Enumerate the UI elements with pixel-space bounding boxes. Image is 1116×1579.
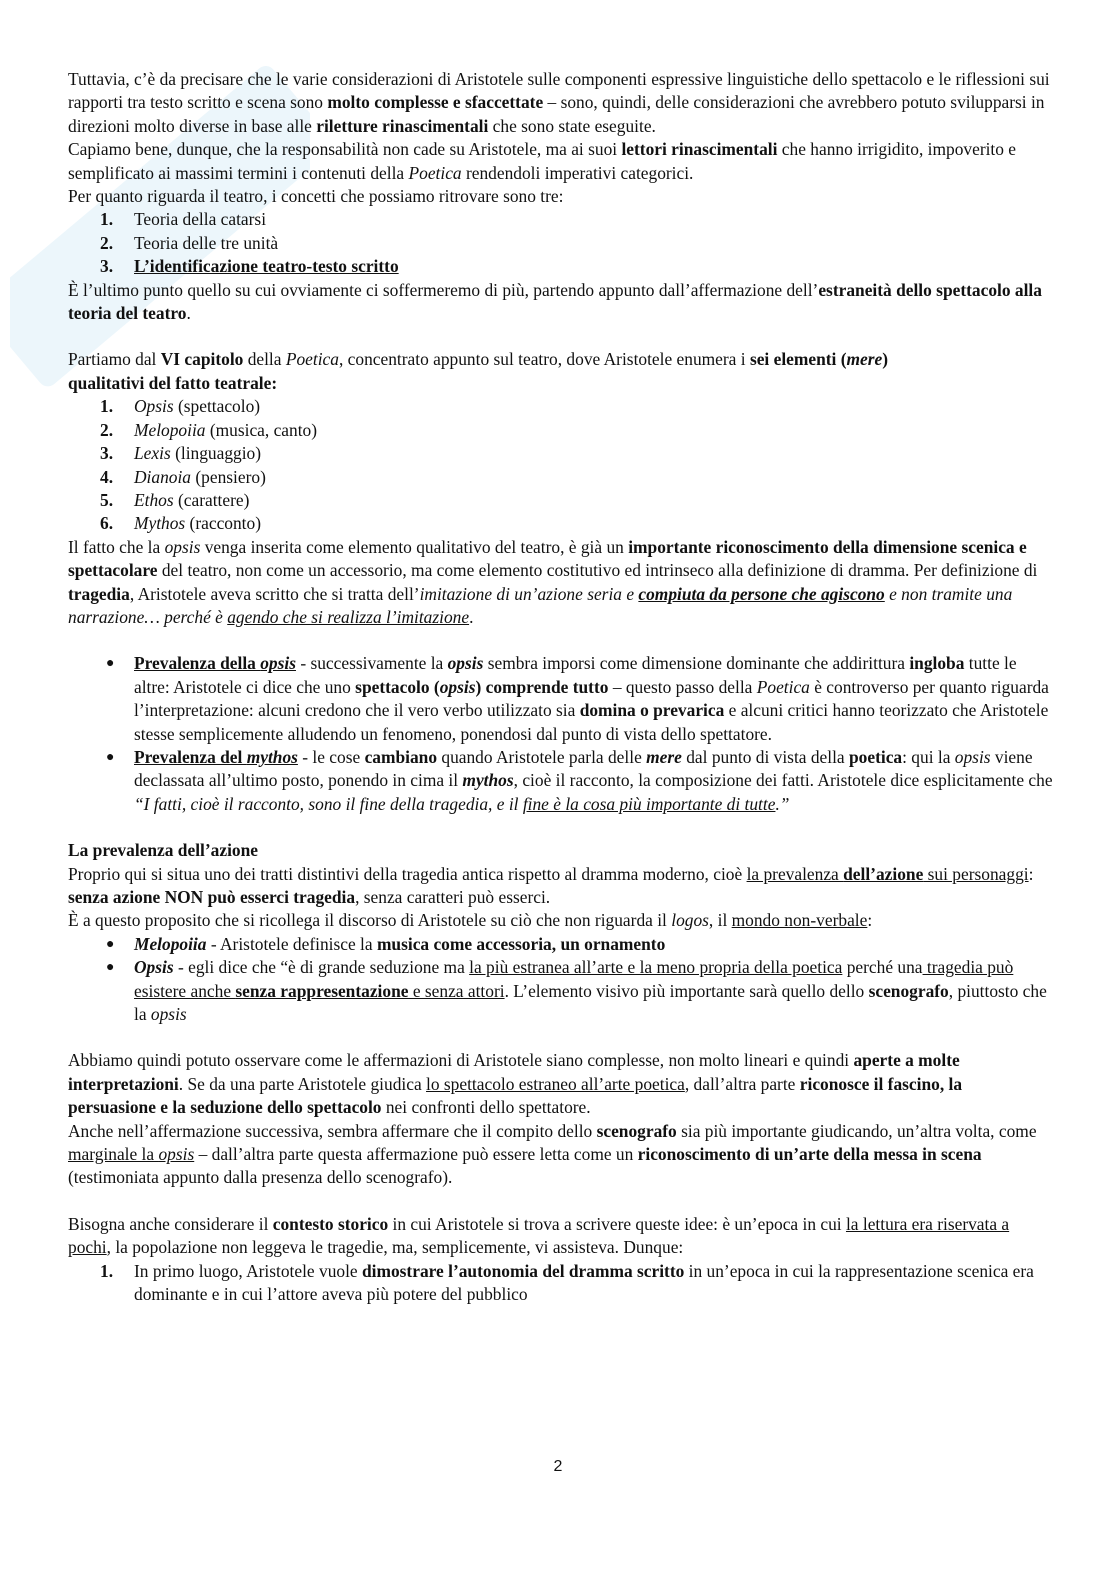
list-item: 1. Teoria della catarsi (100, 209, 267, 230)
bullet-icon: ● (106, 936, 115, 952)
paragraph: Anche nell’affermazione successiva, sembra affermare che il compito dello scenografo sia più importante giudicando, un’altra volta, come marginale la opsis – dall’altra parte questa affermazione può essere letta come un riconoscimento di un’arte della messa in scena (testimoniata appunto dalla presenza dello scenografo). (68, 1120, 1037, 1188)
list-item: ● Prevalenza del mythos - le cose cambiano quando Aristotele parla delle mere dal punto di vista della poetica: qui la opsis viene declassata all’ultimo posto, ponendo in cima il mythos, cioè il racconto, la composizione dei fatti. Aristotele dice esplicitamente che “I fatti, cioè il racconto, sono il fine della tragedia, e il fine è la cosa più importante di tutte.” (106, 746, 1053, 814)
paragraph: Il fatto che la opsis venga inserita come elemento qualitativo del teatro, è già un importante riconoscimento della dimensione scenica e spettacolare del teatro, non come un accessorio, ma come elemento costitutivo ed intrinseco alla definizione di dramma. Per definizione di tragedia, Aristotele aveva scritto che si tratta dell’imitazione di un’azione seria e compiuta da persone che agiscono e non tramite una narrazione… perché è agendo che si realizza l’imitazione. (68, 536, 1038, 627)
list-item: 3. Lexis (linguaggio) (100, 443, 262, 464)
list-item: 1. In primo luogo, Aristotele vuole dimostrare l’autonomia del dramma scritto in un’epoca in cui la rappresentazione scenica era dominante e in cui l’attore aveva più potere del pubblico (100, 1260, 1034, 1305)
paragraph: Partiamo dal VI capitolo della Poetica, concentrato appunto sul teatro, dove Aristotele enumera i sei elementi (mere) qualitativi del fatto teatrale: (68, 349, 889, 393)
paragraph: È l’ultimo punto quello su cui ovviamente ci soffermeremo di più, partendo appunto dall’affermazione dell’estraneità dello spettacolo alla teoria del teatro. (68, 279, 1042, 324)
list-item: 2. Teoria delle tre unità (100, 232, 279, 253)
list-item: 5. Ethos (carattere) (100, 489, 250, 510)
bullet-icon: ● (106, 656, 115, 672)
paragraph: Capiamo bene, dunque, che la responsabilità non cade su Aristotele, ma ai suoi lettori rinascimentali che hanno irrigidito, impoverito e semplificato ai massimi termini i contenuti della Poetica rendendoli imperativi categorici. (68, 139, 1017, 183)
list-item: 6. Mythos (racconto) (100, 513, 261, 534)
bullet-icon: ● (106, 960, 115, 976)
paragraph: Bisogna anche considerare il contesto storico in cui Aristotele si trova a scrivere queste idee: è un’epoca in cui la lettura era riservata a pochi, la popolazione non leggeva le tragedie, ma, semplicemente, vi assisteva. Dunque: (68, 1213, 1010, 1258)
document-page (68, 68, 1053, 1307)
list-item: ● Melopoiia - Aristotele definisce la musica come accessoria, un ornamento (68, 933, 1053, 956)
list-item: 4. Dianoia (pensiero) (100, 466, 266, 487)
paragraph: Abbiamo quindi potuto osservare come le affermazioni di Aristotele siano complesse, non molto lineari e quindi aperte a molte interpretazioni. Se da una parte Aristotele giudica lo spettacolo estraneo all’arte poetica, dall’altra parte riconosce il fascino, la persuasione e la seduzione dello spettacolo nei confronti dello spettatore. (68, 1050, 963, 1118)
numbered-list (68, 1260, 1053, 1307)
list-item: 2. Melopoiia (musica, canto) (100, 419, 318, 440)
bullet-list (68, 933, 1053, 1027)
bullet-icon: ● (106, 749, 115, 765)
list-item: 1. Opsis (spettacolo) (100, 396, 261, 417)
paragraph: Per quanto riguarda il teatro, i concetti che possiamo ritrovare sono tre: (68, 186, 564, 207)
paragraph: Proprio qui si situa uno dei tratti distintivi della tragedia antica rispetto al dramma moderno, cioè la prevalenza dell’azione sui personaggi: senza azione NON può esserci tragedia, senza caratteri può esserci. (68, 863, 1034, 907)
page-number: 2 (553, 1458, 563, 1475)
numbered-list (68, 208, 1053, 278)
paragraph: Tuttavia, c’è da precisare che le varie considerazioni di Aristotele sulle componenti espressive linguistiche dello spettacolo e le riflessioni sui rapporti tra testo scritto e scena sono molto complesse e sfaccettate – sono, quindi, delle considerazioni che avrebbero potuto svilupparsi in direzioni molto diverse in base alle riletture rinascimentali che sono state eseguite. (68, 69, 1050, 136)
bullet-list (68, 652, 1053, 816)
paragraph: È a questo proposito che si ricollega il discorso di Aristotele su ciò che non riguarda il logos, il mondo non-verbale: (68, 910, 873, 931)
numbered-list (68, 395, 1053, 535)
list-item: ● Prevalenza della opsis - successivamente la opsis sembra imporsi come dimensione dominante che addirittura ingloba tutte le altre: Aristotele ci dice che uno spettacolo (opsis) comprende tutto – questo passo della Poetica è controverso per quanto riguarda l’interpretazione: alcuni credono che il vero verbo utilizzato sia domina o prevarica e alcuni critici hanno teorizzato che Aristotele stesse semplicemente alludendo un fenomeno, ponendosi dal punto di vista dello spettatore. (106, 653, 1049, 744)
section-heading: La prevalenza dell’azione (68, 840, 258, 861)
list-item: 3. L’identificazione teatro-testo scritto (100, 256, 399, 277)
list-item: ● Opsis - egli dice che “è di grande seduzione ma la più estranea all’arte e la meno propria della poetica perché una tragedia può esistere anche senza rappresentazione e senza attori. L’elemento visivo più importante sarà quello dello scenografo, piuttosto che la opsis (106, 957, 1047, 1025)
